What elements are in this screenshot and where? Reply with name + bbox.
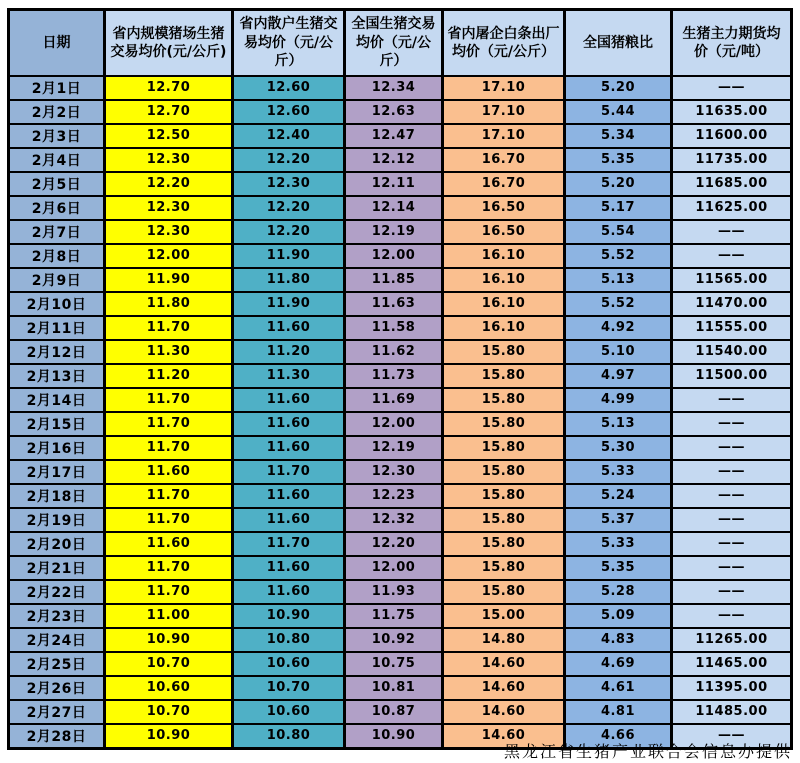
table-row — [9, 220, 792, 244]
value-cell: 16.10 — [443, 316, 565, 340]
value-cell: 12.14 — [345, 196, 443, 220]
value-cell: 11.70 — [105, 556, 233, 580]
value-cell: —— — [672, 484, 792, 508]
value-cell: 4.69 — [565, 652, 672, 676]
date-cell: 2月5日 — [9, 172, 105, 196]
value-cell: 12.60 — [233, 100, 345, 124]
column-header-2: 省内散户生猪交易均价（元/公斤） — [233, 10, 345, 76]
value-cell: 5.54 — [565, 220, 672, 244]
table-row — [9, 460, 792, 484]
date-cell: 2月19日 — [9, 508, 105, 532]
value-cell: 5.52 — [565, 244, 672, 268]
value-cell: 12.20 — [233, 148, 345, 172]
table-row — [9, 340, 792, 364]
value-cell: 15.80 — [443, 532, 565, 556]
value-cell: 4.83 — [565, 628, 672, 652]
value-cell: 12.70 — [105, 76, 233, 100]
column-header-3: 全国生猪交易均价（元/公斤） — [345, 10, 443, 76]
value-cell: 14.60 — [443, 652, 565, 676]
value-cell: —— — [672, 580, 792, 604]
value-cell: 11.30 — [105, 340, 233, 364]
value-cell: 16.10 — [443, 268, 565, 292]
table-row — [9, 412, 792, 436]
value-cell: 10.90 — [105, 628, 233, 652]
date-cell: 2月28日 — [9, 724, 105, 749]
value-cell: —— — [672, 604, 792, 628]
value-cell: 5.28 — [565, 580, 672, 604]
value-cell: 12.30 — [233, 172, 345, 196]
value-cell: —— — [672, 388, 792, 412]
value-cell: 11.60 — [233, 484, 345, 508]
date-cell: 2月15日 — [9, 412, 105, 436]
value-cell: 15.80 — [443, 460, 565, 484]
value-cell: 17.10 — [443, 100, 565, 124]
value-cell: 14.60 — [443, 700, 565, 724]
value-cell: 4.81 — [565, 700, 672, 724]
value-cell: 16.70 — [443, 148, 565, 172]
table-row — [9, 124, 792, 148]
table-row — [9, 316, 792, 340]
value-cell: 5.34 — [565, 124, 672, 148]
date-cell: 2月17日 — [9, 460, 105, 484]
value-cell: 16.10 — [443, 244, 565, 268]
value-cell: 14.80 — [443, 628, 565, 652]
value-cell: 11500.00 — [672, 364, 792, 388]
value-cell: 5.17 — [565, 196, 672, 220]
value-cell: 11.80 — [105, 292, 233, 316]
value-cell: 12.00 — [345, 244, 443, 268]
value-cell: 11.70 — [105, 316, 233, 340]
value-cell: 12.20 — [105, 172, 233, 196]
value-cell: 12.19 — [345, 436, 443, 460]
value-cell: 12.00 — [345, 556, 443, 580]
date-cell: 2月12日 — [9, 340, 105, 364]
value-cell: 11.60 — [233, 436, 345, 460]
value-cell: 12.20 — [233, 196, 345, 220]
value-cell: 4.61 — [565, 676, 672, 700]
value-cell: 11.90 — [105, 268, 233, 292]
value-cell: 12.20 — [345, 532, 443, 556]
table-row — [9, 604, 792, 628]
value-cell: 10.70 — [233, 676, 345, 700]
value-cell: 12.20 — [233, 220, 345, 244]
column-header-0: 日期 — [9, 10, 105, 76]
value-cell: 12.34 — [345, 76, 443, 100]
value-cell: 10.60 — [233, 652, 345, 676]
value-cell: 11.60 — [233, 316, 345, 340]
value-cell: 11.73 — [345, 364, 443, 388]
value-cell: 11.70 — [105, 484, 233, 508]
value-cell: 11.60 — [105, 460, 233, 484]
value-cell: —— — [672, 532, 792, 556]
value-cell: 12.30 — [105, 196, 233, 220]
table-row — [9, 196, 792, 220]
value-cell: —— — [672, 76, 792, 100]
table-row — [9, 508, 792, 532]
table-row — [9, 364, 792, 388]
table-row — [9, 292, 792, 316]
value-cell: —— — [672, 460, 792, 484]
table-row — [9, 100, 792, 124]
value-cell: 11600.00 — [672, 124, 792, 148]
table-row — [9, 172, 792, 196]
table-row — [9, 388, 792, 412]
value-cell: 11470.00 — [672, 292, 792, 316]
value-cell: 11.70 — [105, 580, 233, 604]
value-cell: 11.60 — [105, 532, 233, 556]
value-cell: 11.69 — [345, 388, 443, 412]
date-cell: 2月21日 — [9, 556, 105, 580]
value-cell: 4.66 — [565, 724, 672, 749]
date-cell: 2月25日 — [9, 652, 105, 676]
date-cell: 2月22日 — [9, 580, 105, 604]
value-cell: 15.80 — [443, 580, 565, 604]
value-cell: 15.80 — [443, 436, 565, 460]
value-cell: 4.99 — [565, 388, 672, 412]
value-cell: 5.44 — [565, 100, 672, 124]
table-row — [9, 148, 792, 172]
value-cell: —— — [672, 244, 792, 268]
date-cell: 2月18日 — [9, 484, 105, 508]
value-cell: 11.85 — [345, 268, 443, 292]
value-cell: 12.19 — [345, 220, 443, 244]
table-row — [9, 268, 792, 292]
value-cell: 16.10 — [443, 292, 565, 316]
date-cell: 2月27日 — [9, 700, 105, 724]
date-cell: 2月8日 — [9, 244, 105, 268]
value-cell: 10.92 — [345, 628, 443, 652]
value-cell: 12.70 — [105, 100, 233, 124]
value-cell: 12.00 — [345, 412, 443, 436]
value-cell: 12.47 — [345, 124, 443, 148]
date-cell: 2月13日 — [9, 364, 105, 388]
value-cell: 5.33 — [565, 532, 672, 556]
value-cell: 15.80 — [443, 340, 565, 364]
value-cell: 15.80 — [443, 364, 565, 388]
value-cell: 10.90 — [345, 724, 443, 749]
value-cell: 4.97 — [565, 364, 672, 388]
value-cell: 11.70 — [105, 388, 233, 412]
date-cell: 2月23日 — [9, 604, 105, 628]
value-cell: 11395.00 — [672, 676, 792, 700]
value-cell: 10.70 — [105, 700, 233, 724]
value-cell: 11.00 — [105, 604, 233, 628]
value-cell: —— — [672, 412, 792, 436]
value-cell: 11.20 — [105, 364, 233, 388]
value-cell: 15.80 — [443, 388, 565, 412]
value-cell: 11.93 — [345, 580, 443, 604]
value-cell: 10.81 — [345, 676, 443, 700]
table-row — [9, 76, 792, 100]
table-body — [9, 76, 792, 749]
date-cell: 2月20日 — [9, 532, 105, 556]
value-cell: 12.63 — [345, 100, 443, 124]
table-row — [9, 436, 792, 460]
value-cell: 16.70 — [443, 172, 565, 196]
value-cell: 11.90 — [233, 292, 345, 316]
value-cell: 12.00 — [105, 244, 233, 268]
table-row — [9, 652, 792, 676]
value-cell: 5.52 — [565, 292, 672, 316]
value-cell: —— — [672, 556, 792, 580]
value-cell: 17.10 — [443, 124, 565, 148]
value-cell: 5.37 — [565, 508, 672, 532]
value-cell: 15.80 — [443, 484, 565, 508]
value-cell: —— — [672, 220, 792, 244]
value-cell: 5.13 — [565, 412, 672, 436]
value-cell: 11465.00 — [672, 652, 792, 676]
value-cell: 5.10 — [565, 340, 672, 364]
table-row — [9, 676, 792, 700]
value-cell: 11.58 — [345, 316, 443, 340]
value-cell: 11.60 — [233, 508, 345, 532]
value-cell: 11.70 — [105, 436, 233, 460]
value-cell: 16.50 — [443, 196, 565, 220]
value-cell: 11.20 — [233, 340, 345, 364]
value-cell: 12.30 — [105, 220, 233, 244]
value-cell: 11.62 — [345, 340, 443, 364]
date-cell: 2月3日 — [9, 124, 105, 148]
date-cell: 2月14日 — [9, 388, 105, 412]
value-cell: 11.60 — [233, 388, 345, 412]
value-cell: 11.30 — [233, 364, 345, 388]
value-cell: 12.30 — [345, 460, 443, 484]
value-cell: 10.70 — [105, 652, 233, 676]
date-cell: 2月10日 — [9, 292, 105, 316]
date-cell: 2月11日 — [9, 316, 105, 340]
pig-price-table — [7, 8, 793, 750]
value-cell: —— — [672, 508, 792, 532]
column-header-1: 省内规模猪场生猪交易均价(元/公斤) — [105, 10, 233, 76]
value-cell: 5.20 — [565, 76, 672, 100]
value-cell: 11.70 — [105, 412, 233, 436]
value-cell: 4.92 — [565, 316, 672, 340]
value-cell: 11625.00 — [672, 196, 792, 220]
value-cell: 12.23 — [345, 484, 443, 508]
value-cell: 10.80 — [233, 628, 345, 652]
value-cell: 10.90 — [105, 724, 233, 749]
value-cell: 14.60 — [443, 724, 565, 749]
table-row — [9, 700, 792, 724]
date-cell: 2月2日 — [9, 100, 105, 124]
value-cell: 5.33 — [565, 460, 672, 484]
value-cell: —— — [672, 436, 792, 460]
table-row — [9, 580, 792, 604]
value-cell: 11.63 — [345, 292, 443, 316]
value-cell: 11.70 — [105, 508, 233, 532]
value-cell: 11265.00 — [672, 628, 792, 652]
value-cell: 15.80 — [443, 508, 565, 532]
value-cell: 10.75 — [345, 652, 443, 676]
column-header-4: 省内屠企白条出厂均价（元/公斤） — [443, 10, 565, 76]
date-cell: 2月16日 — [9, 436, 105, 460]
value-cell: 15.80 — [443, 412, 565, 436]
date-cell: 2月7日 — [9, 220, 105, 244]
value-cell: 11735.00 — [672, 148, 792, 172]
date-cell: 2月1日 — [9, 76, 105, 100]
date-cell: 2月6日 — [9, 196, 105, 220]
value-cell: 11485.00 — [672, 700, 792, 724]
value-cell: 12.50 — [105, 124, 233, 148]
value-cell: 12.40 — [233, 124, 345, 148]
value-cell: 5.35 — [565, 556, 672, 580]
value-cell: 10.87 — [345, 700, 443, 724]
value-cell: 16.50 — [443, 220, 565, 244]
value-cell: 11635.00 — [672, 100, 792, 124]
value-cell: 15.80 — [443, 556, 565, 580]
value-cell: 12.12 — [345, 148, 443, 172]
table-row — [9, 556, 792, 580]
value-cell: 5.09 — [565, 604, 672, 628]
date-cell: 2月26日 — [9, 676, 105, 700]
value-cell: 14.60 — [443, 676, 565, 700]
column-header-6: 生猪主力期货均价（元/吨） — [672, 10, 792, 76]
value-cell: 12.60 — [233, 76, 345, 100]
value-cell: 11.90 — [233, 244, 345, 268]
value-cell: 10.60 — [105, 676, 233, 700]
value-cell: 11.60 — [233, 556, 345, 580]
value-cell: 11.70 — [233, 460, 345, 484]
value-cell: 11555.00 — [672, 316, 792, 340]
value-cell: 11685.00 — [672, 172, 792, 196]
value-cell: 12.11 — [345, 172, 443, 196]
value-cell: 11540.00 — [672, 340, 792, 364]
credit-line: 黑龙江省生猪产业联合会信息办提供 — [503, 742, 792, 761]
date-cell: 2月4日 — [9, 148, 105, 172]
value-cell: 11565.00 — [672, 268, 792, 292]
table-row — [9, 532, 792, 556]
value-cell: 12.32 — [345, 508, 443, 532]
value-cell: 10.80 — [233, 724, 345, 749]
date-cell: 2月24日 — [9, 628, 105, 652]
value-cell: 10.90 — [233, 604, 345, 628]
value-cell: 5.20 — [565, 172, 672, 196]
value-cell: 11.60 — [233, 580, 345, 604]
value-cell: 11.75 — [345, 604, 443, 628]
column-header-5: 全国猪粮比 — [565, 10, 672, 76]
value-cell: 5.35 — [565, 148, 672, 172]
value-cell: 15.00 — [443, 604, 565, 628]
value-cell: 12.30 — [105, 148, 233, 172]
value-cell: 10.60 — [233, 700, 345, 724]
value-cell: 11.60 — [233, 412, 345, 436]
value-cell: 11.80 — [233, 268, 345, 292]
value-cell: 17.10 — [443, 76, 565, 100]
date-cell: 2月9日 — [9, 268, 105, 292]
value-cell: —— — [672, 724, 792, 749]
value-cell: 5.24 — [565, 484, 672, 508]
table-row — [9, 628, 792, 652]
value-cell: 5.13 — [565, 268, 672, 292]
table-row — [9, 244, 792, 268]
table-header-row — [9, 10, 792, 76]
value-cell: 5.30 — [565, 436, 672, 460]
value-cell: 11.70 — [233, 532, 345, 556]
table-row — [9, 484, 792, 508]
